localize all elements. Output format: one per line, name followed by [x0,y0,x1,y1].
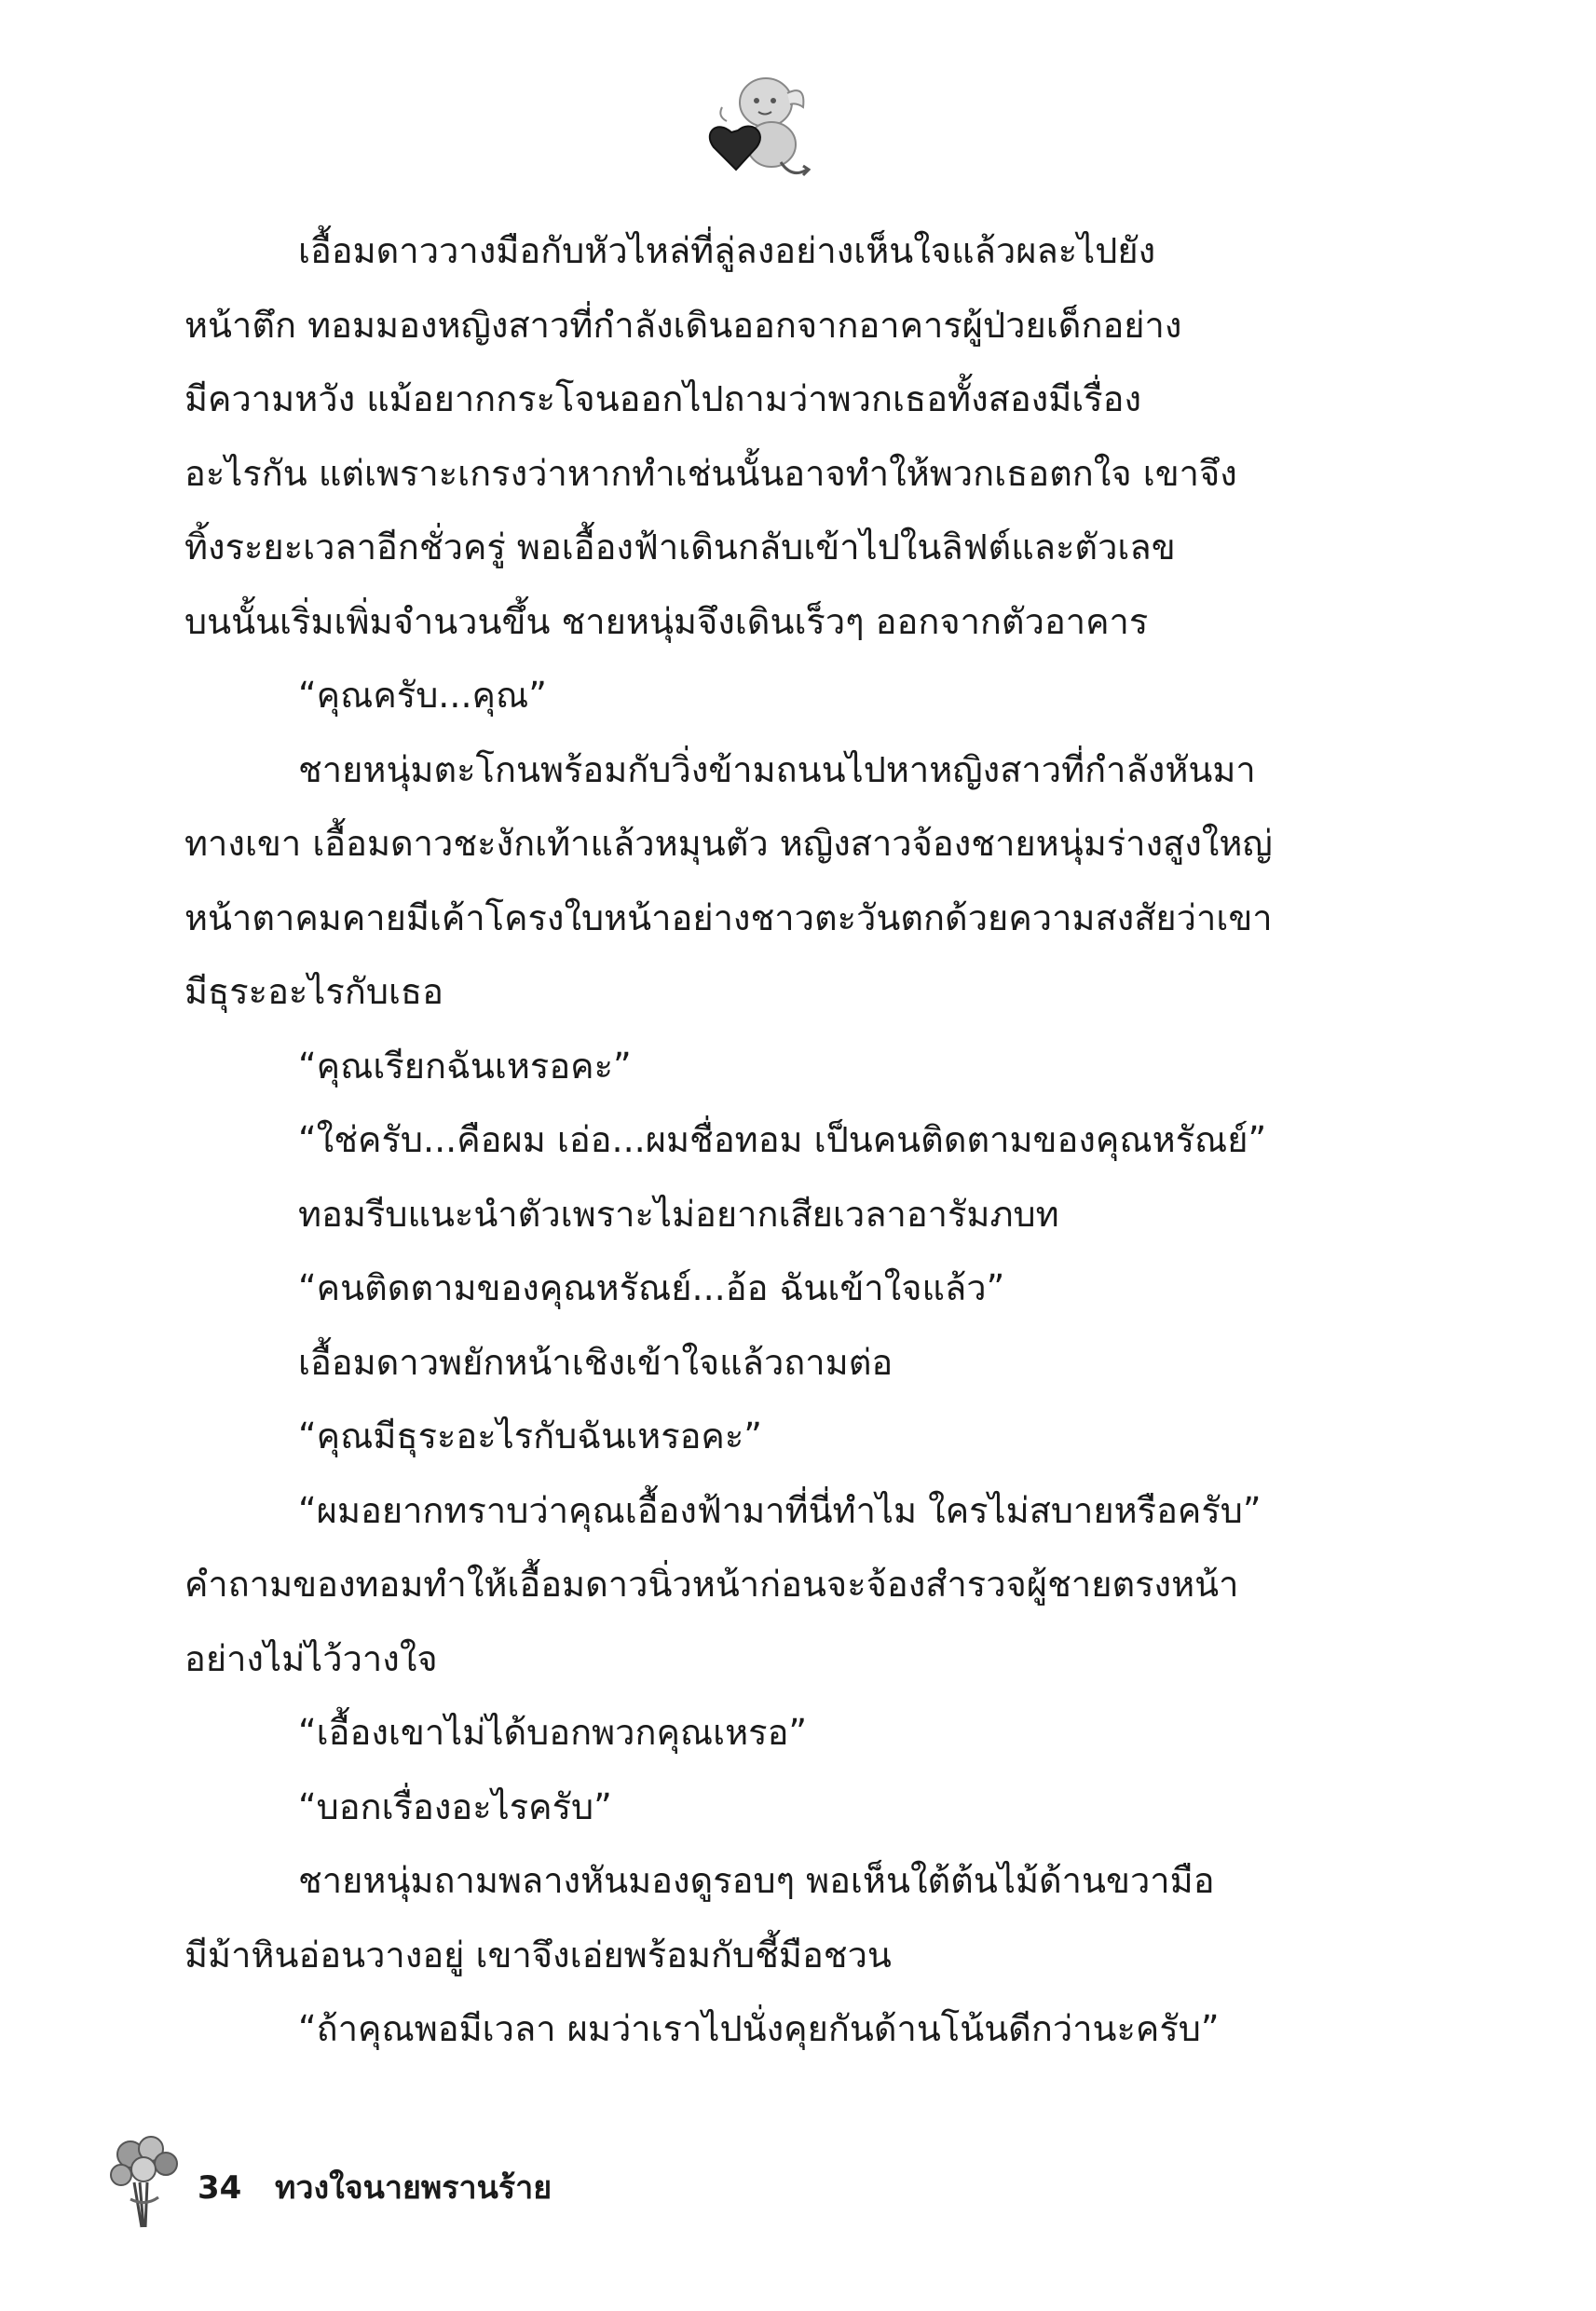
paragraph-line: ทางเขา เอื้อมดาวชะงักเท้าแล้วหมุนตัว หญิงสาวจ้องชายหนุ่มร่างสูงใหญ่ [184,823,1273,864]
paragraph-line: ทิ้งระยะเวลาอีกชั่วครู่ พอเอื้องฟ้าเดินกลับเข้าไปในลิฟต์และตัวเลข [184,526,1176,567]
dialogue-line: “คุณมีธุระอะไรกับฉันเหรอคะ” [298,1415,762,1456]
dialogue-line: “ผมอยากทราบว่าคุณเอื้องฟ้ามาที่นี่ทำไม ใครไม่สบายหรือครับ” [298,1489,1262,1531]
dialogue-line: “คุณเรียกฉันเหรอคะ” [298,1045,632,1087]
dialogue-line: “ถ้าคุณพอมีเวลา ผมว่าเราไปนั่งคุยกันด้านโน้นดีกว่านะครับ” [298,2008,1220,2049]
dialogue-line: “คุณครับ...คุณ” [298,675,547,716]
dialogue-line: “คนติดตามของคุณหรัณย์...อ้อ ฉันเข้าใจแล้ว” [298,1267,1005,1308]
page-number: 34 [198,2169,242,2207]
paragraph-line: ชายหนุ่มถามพลางหันมองดูรอบๆ พอเห็นใต้ต้นไม้ด้านขวามือ [298,1860,1215,1901]
paragraph-line: หน้าตาคมคายมีเค้าโครงใบหน้าอย่างชาวตะวันตกด้วยความสงสัยว่าเขา [184,896,1273,938]
paragraph-line: ชายหนุ่มตะโกนพร้อมกับวิ่งข้ามถนนไปหาหญิงสาวที่กำลังหันมา [298,748,1256,790]
paragraph-line: มีธุระอะไรกับเธอ [184,971,443,1012]
page-footer [102,2134,755,2236]
paragraph-line: มีความหวัง แม้อยากกระโจนออกไปถามว่าพวกเธอทั้งสองมีเรื่อง [184,378,1142,419]
book-title: ทวงใจนายพรานร้าย [275,2169,552,2207]
paragraph-line: คำถามของทอมทำให้เอื้อมดาวนิ่วหน้าก่อนจะจ้องสำรวจผู้ชายตรงหน้า [184,1564,1239,1605]
paragraph-line: อย่างไม่ไว้วางใจ [184,1637,438,1679]
paragraph-line: เอื้อมดาววางมือกับหัวไหล่ที่ลู่ลงอย่างเห็นใจแล้วผละไปยัง [298,230,1156,271]
paragraph-line: มีม้าหินอ่อนวางอยู่ เขาจึงเอ่ยพร้อมกับชี้มือชวน [184,1934,892,1976]
paragraph-line: ทอมรีบแนะนำตัวเพราะไม่อยากเสียเวลาอารัมภบท [298,1193,1059,1235]
dialogue-line: “บอกเรื่องอะไรครับ” [298,1785,612,1827]
dialogue-line: “ใช่ครับ...คือผม เอ่อ...ผมชื่อทอม เป็นคนติดตามของคุณหรัณย์” [298,1119,1267,1160]
paragraph-line: อะไรกัน แต่เพราะเกรงว่าหากทำเช่นนั้นอาจทำให้พวกเธอตกใจ เขาจึง [184,452,1237,494]
paragraph-line: หน้าตึก ทอมมองหญิงสาวที่กำลังเดินออกจากอาคารผู้ป่วยเด็กอย่าง [184,304,1182,346]
dialogue-line: “เอื้องเขาไม่ได้บอกพวกคุณเหรอ” [298,1712,808,1753]
flower-bouquet-icon [102,2134,186,2236]
paragraph-line: เอื้อมดาวพยักหน้าเชิงเข้าใจแล้วถามต่อ [298,1341,893,1383]
story-text [184,214,1330,2067]
cupid-heart-ornament-icon [699,65,811,186]
paragraph-line: บนนั้นเริ่มเพิ่มจำนวนขึ้น ชายหนุ่มจึงเดินเร็วๆ ออกจากตัวอาคาร [184,600,1149,642]
